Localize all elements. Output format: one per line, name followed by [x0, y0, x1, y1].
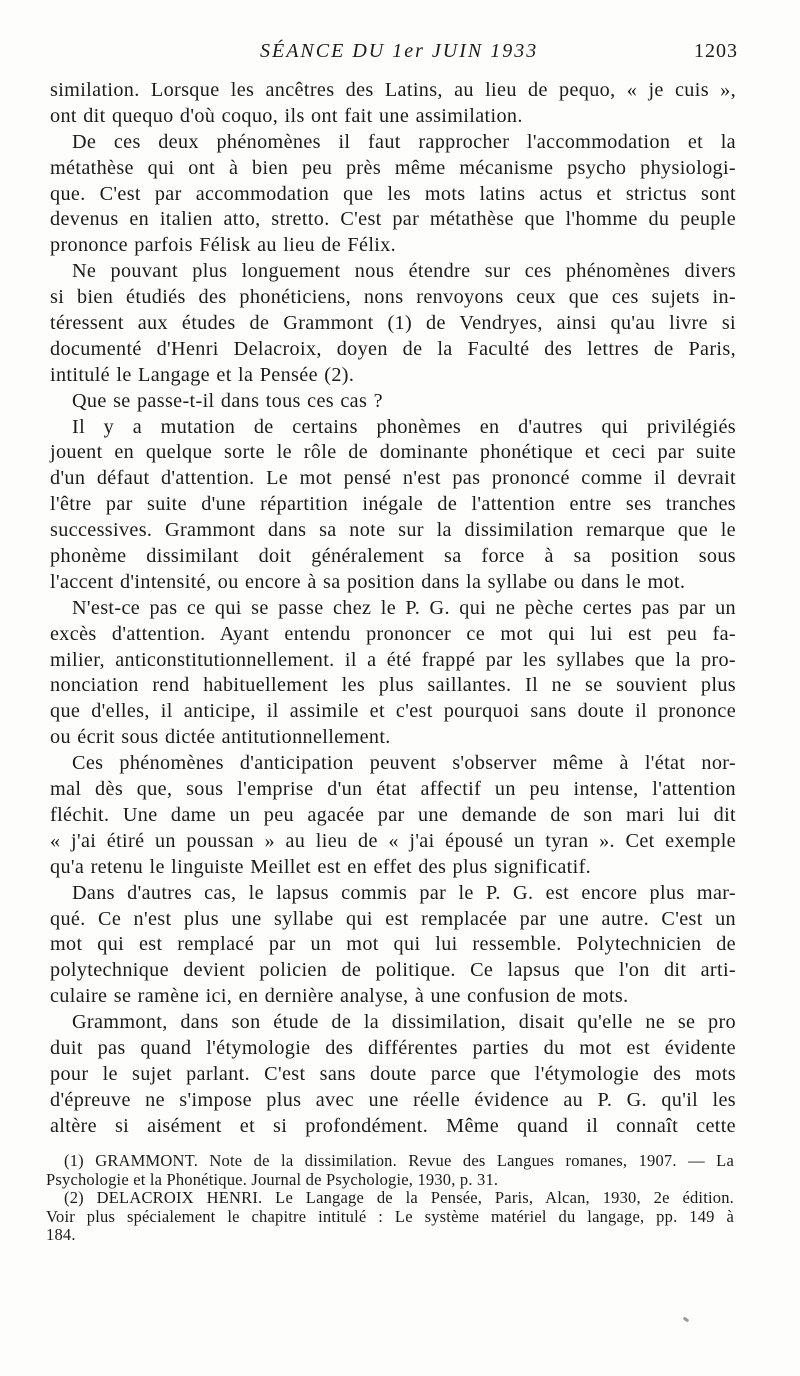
footnote-line: Voir plus spécialement le chapitre intitulé : Le système matériel du langage, pp. 149 à: [46, 1206, 734, 1226]
running-title: SÉANCE DU 1er JUIN 1933: [260, 40, 539, 62]
body-text: [50, 78, 736, 1140]
body-line: que d'elles, il anticipe, il assimile et c'est pourquoi sans doute il prononce: [50, 700, 736, 723]
body-line: d'épreuve ne s'impose plus avec une réelle évidence au P. G. qu'il les: [50, 1088, 736, 1111]
body-line: ou écrit sous dictée antitutionnellement.: [50, 726, 391, 749]
body-line: mot qui est remplacé par un mot qui lui ressemble. Polytechnicien de: [50, 933, 736, 956]
body-line: Ne pouvant plus longuement nous étendre sur ces phénomènes divers: [72, 260, 736, 283]
footnote-line: (1) GRAMMONT. Note de la dissimilation. Revue des Langues romanes, 1907. — La: [64, 1151, 734, 1170]
body-line: intitulé le Langage et la Pensée (2).: [50, 363, 355, 386]
body-line: N'est-ce pas ce qui se passe chez le P. G. qui ne pèche certes pas par un: [72, 596, 736, 619]
body-line: Ces phénomènes d'anticipation peuvent s'observer même à l'état nor-: [72, 752, 736, 775]
body-line: Il y a mutation de certains phonèmes en d'autres qui privilégiés: [72, 415, 736, 438]
body-line: phonème dissimilant doit généralement sa force à sa position sous: [50, 545, 736, 568]
body-line: Que se passe-t-il dans tous ces cas ?: [72, 389, 383, 412]
body-line: mal dès que, sous l'emprise d'un état affectif un peu intense, l'attention: [50, 778, 736, 801]
body-line: devenus en italien atto, stretto. C'est par métathèse que l'homme du peuple: [50, 208, 736, 231]
body-line: téressent aux études de Grammont (1) de Vendryes, ainsi qu'au livre si: [50, 312, 736, 335]
body-line: culaire se ramène ici, en dernière analyse, à une confusion de mots.: [50, 985, 629, 1008]
page-number: 1203: [694, 40, 738, 62]
footnote-line: Psychologie et la Phonétique. Journal de Psychologie, 1930, p. 31.: [46, 1169, 499, 1189]
body-line: métathèse qui ont à bien peu près même mécanisme psycho physiologi-: [50, 156, 736, 179]
body-line: altère si aisément et si profondément. Même quand il connaît cette: [50, 1114, 736, 1137]
footnote-line: 184.: [46, 1225, 76, 1245]
print-speck: [683, 1317, 690, 1323]
body-line: fléchit. Une dame un peu agacée par une demande de son mari lui dit: [50, 803, 736, 826]
footnote-line: (2) DELACROIX HENRI. Le Langage de la Pensée, Paris, Alcan, 1930, 2e édition.: [64, 1188, 734, 1208]
body-line: jouent en quelque sorte le rôle de dominante phonétique et ceci par suite: [50, 441, 736, 464]
body-line: si bien étudiés des phonéticiens, nons renvoyons ceux que ces sujets in-: [50, 286, 736, 309]
body-line: similation. Lorsque les ancêtres des Latins, au lieu de pequo, « je cuis »,: [50, 79, 736, 101]
body-line: pour le sujet parlant. C'est sans doute parce que l'étymologie des mots: [50, 1062, 736, 1085]
body-line: Grammont, dans son étude de la dissimilation, disait qu'elle ne se pro: [72, 1011, 736, 1034]
body-line: De ces deux phénomènes il faut rapprocher l'accommodation et la: [72, 130, 736, 153]
footnotes: [46, 1152, 734, 1245]
body-line: documenté d'Henri Delacroix, doyen de la Faculté des lettres de Paris,: [50, 337, 736, 360]
body-line: l'accent d'intensité, ou encore à sa position dans la syllabe ou dans le mot.: [50, 570, 686, 593]
body-line: ont dit quequo d'où coquo, ils ont fait une assimilation.: [50, 104, 523, 127]
body-line: « j'ai étiré un poussan » au lieu de « j'ai épousé un tyran ». Cet exemple: [50, 829, 736, 852]
body-line: que. C'est par accommodation que les mots latins actus et strictus sont: [50, 182, 736, 205]
body-line: milier, anticonstitutionnellement. il a été frappé par les syllabes que la pro-: [50, 648, 736, 671]
body-line: qué. Ce n'est plus une syllabe qui est remplacée par une autre. C'est un: [50, 907, 736, 930]
body-line: qu'a retenu le linguiste Meillet est en effet des plus significatif.: [50, 855, 592, 878]
body-line: d'un défaut d'attention. Le mot pensé n'est pas prononcé comme il devrait: [50, 467, 736, 490]
body-line: prononce parfois Félisk au lieu de Félix.: [50, 234, 397, 257]
body-line: duit pas quand l'étymologie des différentes parties du mot est évidente: [50, 1036, 736, 1059]
body-line: Dans d'autres cas, le lapsus commis par le P. G. est encore plus mar-: [72, 881, 736, 904]
body-line: polytechnique devient policien de politique. Ce lapsus que l'on dit arti-: [50, 959, 736, 982]
body-line: l'être par suite d'une répartition inégale de l'attention entre ses tranches: [50, 493, 736, 516]
page-header: [50, 40, 738, 70]
body-line: successives. Grammont dans sa note sur la dissimilation remarque que le: [50, 519, 736, 542]
body-line: nonciation rend habituellement les plus saillantes. Il ne se souvient plus: [50, 674, 736, 697]
body-line: excès d'attention. Ayant entendu prononcer ce mot qui lui est peu fa-: [50, 622, 736, 645]
